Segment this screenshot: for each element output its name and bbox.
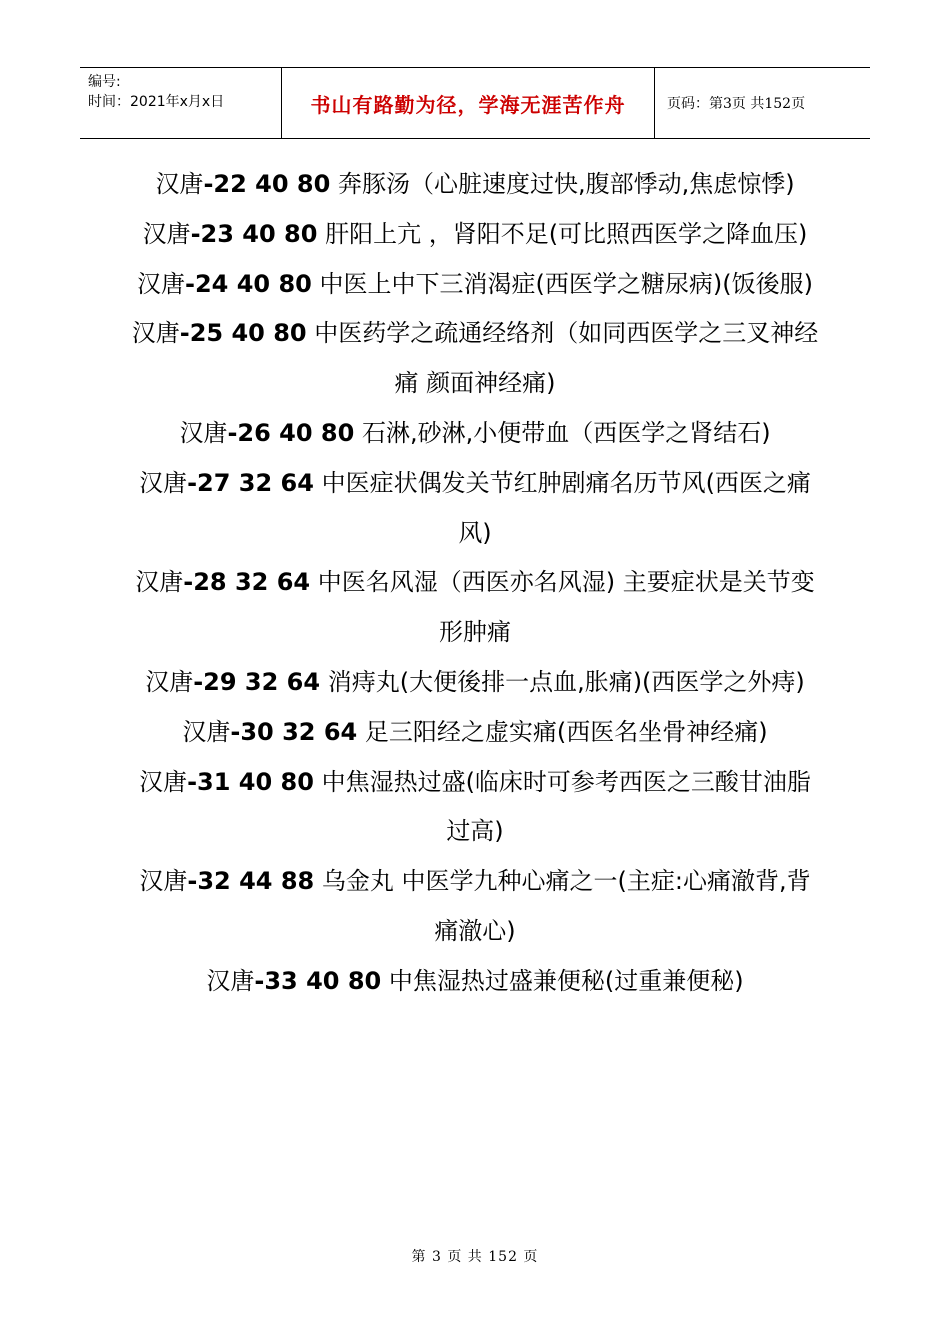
header-meta bbox=[80, 68, 282, 138]
entry bbox=[130, 309, 820, 409]
entry-prefix: 汉唐 bbox=[139, 867, 188, 896]
entry-code: -33 40 80 bbox=[254, 966, 382, 995]
entry-prefix: 汉唐 bbox=[142, 219, 191, 248]
entry-code: -24 40 80 bbox=[185, 269, 312, 298]
entry-prefix: 汉唐 bbox=[135, 568, 184, 597]
entry-text: 石淋,砂淋,小便带血（西医学之肾结石) bbox=[354, 418, 771, 447]
entry bbox=[130, 708, 820, 758]
page-header bbox=[80, 67, 870, 139]
entry-prefix: 汉唐 bbox=[131, 319, 180, 348]
entry-text: 肝阳上亢 ，肾阳不足(可比照西医学之降血压) bbox=[317, 219, 808, 248]
entry-prefix: 汉唐 bbox=[155, 170, 204, 198]
entry-prefix: 汉唐 bbox=[182, 717, 231, 746]
header-page-info-cell bbox=[655, 68, 870, 138]
entry bbox=[130, 758, 820, 858]
entry-prefix: 汉唐 bbox=[137, 269, 186, 298]
entry bbox=[130, 558, 820, 658]
header-page-info: 页码：第3页 共152页 bbox=[667, 96, 806, 112]
entry-code: -31 40 80 bbox=[187, 767, 314, 796]
entry-code: -25 40 80 bbox=[179, 319, 307, 348]
header-motto-cell bbox=[282, 68, 655, 138]
entry-code: -28 32 64 bbox=[183, 568, 311, 597]
entry-code: -22 40 80 bbox=[203, 170, 331, 198]
entry-code: -30 32 64 bbox=[230, 717, 358, 746]
entry bbox=[130, 160, 820, 210]
entry-text: 中焦湿热过盛(临床时可参考西医之三酸甘油脂过高) bbox=[313, 767, 811, 846]
entry-prefix: 汉唐 bbox=[179, 418, 228, 447]
entry-code: -27 32 64 bbox=[187, 468, 314, 497]
entry-code: -32 44 88 bbox=[187, 867, 315, 896]
entry-code: -29 32 64 bbox=[193, 667, 321, 696]
entry bbox=[130, 260, 820, 310]
header-motto: 书山有路勤为径，学海无涯苦作舟 bbox=[310, 92, 626, 117]
entry-text: 消痔丸(大便後排一点血,胀痛)(西医学之外痔) bbox=[320, 667, 805, 696]
entry bbox=[130, 957, 820, 1007]
entry-text: 足三阳经之虚实痛(西医名坐骨神经痛) bbox=[357, 717, 768, 746]
entry-prefix: 汉唐 bbox=[206, 966, 255, 995]
entry-text: 奔豚汤（心脏速度过快,腹部悸动,焦虑惊悸) bbox=[330, 170, 795, 198]
entry-prefix: 汉唐 bbox=[139, 767, 188, 796]
entry-prefix: 汉唐 bbox=[145, 667, 194, 696]
entry-text: 乌金丸 中医学九种心痛之一(主症:心痛澈背,背痛澈心) bbox=[314, 867, 811, 945]
entry bbox=[130, 658, 820, 708]
entry-code: -23 40 80 bbox=[190, 219, 318, 248]
entry bbox=[130, 210, 820, 260]
entry-prefix: 汉唐 bbox=[139, 468, 188, 497]
entry-text: 中医名风湿（西医亦名风湿) 主要症状是关节变形肿痛 bbox=[310, 568, 815, 647]
entry bbox=[130, 459, 820, 559]
entry-text: 中医上中下三消渴症(西医学之糖尿病)(饭後服) bbox=[311, 269, 813, 298]
entry-text: 中医症状偶发关节红肿剧痛名历节风(西医之痛风) bbox=[313, 468, 811, 547]
document-body bbox=[130, 160, 820, 1007]
entry-text: 中焦湿热过盛兼便秘(过重兼便秘) bbox=[381, 966, 744, 995]
number-label: 编号: bbox=[88, 74, 121, 90]
entry bbox=[130, 857, 820, 957]
entry bbox=[130, 409, 820, 459]
entry-code: -26 40 80 bbox=[227, 418, 355, 447]
page-footer: 第 3 页 共 152 页 bbox=[411, 1249, 539, 1265]
entry-text: 中医药学之疏通经络剂（如同西医学之三叉神经痛 颜面神经痛) bbox=[306, 319, 819, 398]
time-label: 时间：2021年x月x日 bbox=[88, 94, 225, 110]
